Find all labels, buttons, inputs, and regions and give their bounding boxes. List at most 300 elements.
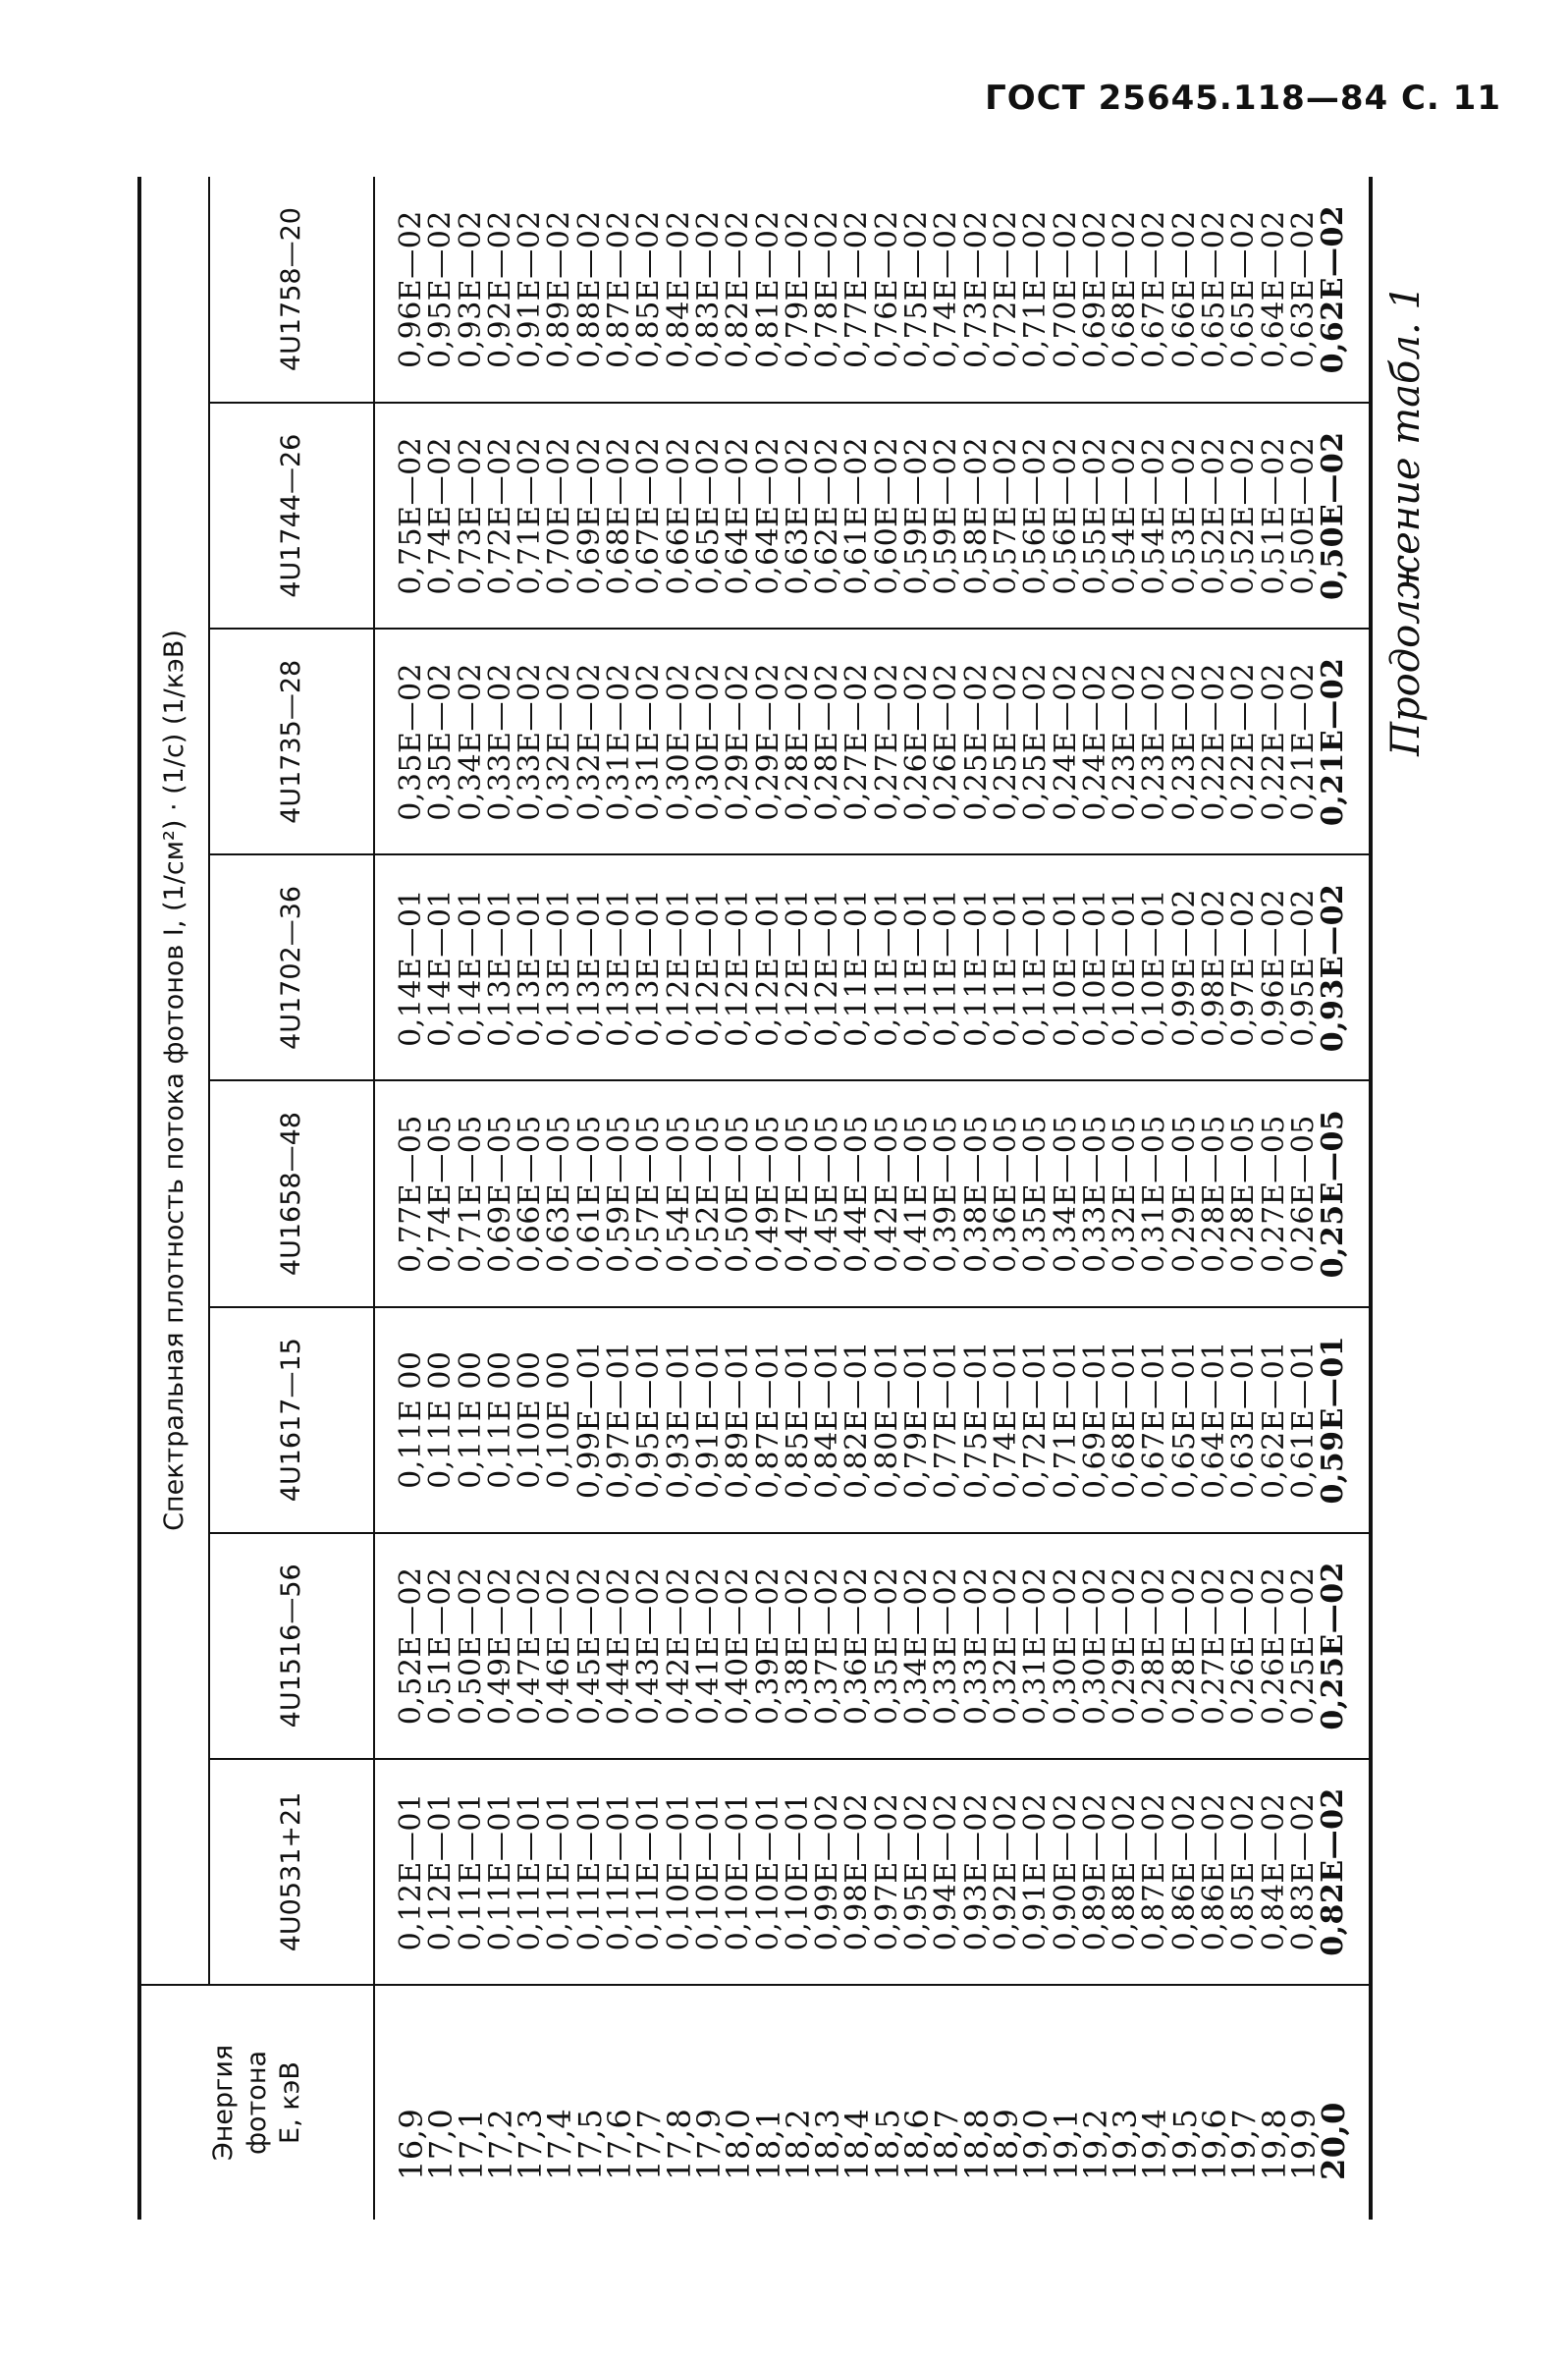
value-cell: 0,89E—01 — [724, 1307, 753, 1533]
table-row — [1170, 177, 1200, 2220]
value-cell: 0,36E—05 — [992, 1081, 1021, 1307]
value-cell: 0,97E—02 — [873, 1759, 902, 1985]
value-cell: 0,77E—02 — [839, 210, 875, 368]
table-row — [486, 177, 515, 2220]
table-row — [932, 177, 961, 2220]
value-cell: 0,24E—02 — [1052, 629, 1081, 854]
value-cell: 0,69E—02 — [1077, 210, 1112, 368]
energy-cell: 18,6 — [902, 1985, 932, 2220]
value-cell: 0,29E—02 — [724, 629, 753, 854]
value-cell: 0,75E—02 — [374, 403, 426, 629]
value-cell: 0,93E—01 — [665, 1307, 694, 1533]
value-cell: 0,50E—02 — [1289, 403, 1319, 629]
value-cell: 0,51E—02 — [426, 1533, 456, 1759]
table-row — [694, 177, 724, 2220]
value-cell: 0,94E—02 — [932, 1759, 961, 1985]
value-cell: 0,28E—02 — [1170, 1533, 1200, 1759]
value-cell: 0,49E—05 — [754, 1081, 784, 1307]
value-cell: 0,24E—02 — [1081, 629, 1110, 854]
value-cell: 0,99E—02 — [813, 1759, 842, 1985]
value-cell: 0,71E—05 — [457, 1081, 486, 1307]
value-cell: 0,25E—02 — [1319, 1533, 1370, 1759]
energy-cell: 19,9 — [1289, 1985, 1319, 2220]
value-cell: 0,33E—02 — [486, 629, 515, 854]
value-cell: 0,57E—02 — [992, 403, 1021, 629]
value-cell: 0,22E—02 — [1260, 629, 1289, 854]
value-cell: 0,12E—01 — [426, 1759, 456, 1985]
value-cell: 0,14E—01 — [457, 854, 486, 1080]
value-cell: 0,42E—02 — [665, 1533, 694, 1759]
value-cell: 0,86E—02 — [1200, 1759, 1229, 1985]
value-cell: 0,56E—02 — [1021, 403, 1051, 629]
value-cell: 0,45E—02 — [575, 1533, 605, 1759]
energy-cell: 19,5 — [1170, 1985, 1200, 2220]
value-cell: 0,12E—01 — [665, 854, 694, 1080]
value-cell: 0,95E—01 — [634, 1307, 664, 1533]
value-cell: 0,26E—02 — [1260, 1533, 1289, 1759]
energy-cell: 17,8 — [665, 1985, 694, 2220]
value-cell: 0,35E—02 — [426, 629, 456, 854]
value-cell: 0,28E—02 — [813, 629, 842, 854]
value-cell: 0,66E—05 — [515, 1081, 545, 1307]
value-cell: 0,25E—02 — [962, 629, 992, 854]
value-cell: 0,92E—02 — [992, 1759, 1021, 1985]
value-cell: 0,11E—01 — [932, 854, 961, 1080]
value-cell: 0,25E—02 — [1021, 629, 1051, 854]
value-cell: 0,71E—02 — [515, 403, 545, 629]
value-cell: 0,82E—01 — [842, 1307, 872, 1533]
value-cell: 0,25E—02 — [1289, 1533, 1319, 1759]
energy-header-line: E, кэВ — [275, 2061, 305, 2144]
value-cell: 0,68E—01 — [1110, 1307, 1140, 1533]
energy-cell: 19,0 — [1021, 1985, 1051, 2220]
value-cell: 0,89E—02 — [1081, 1759, 1110, 1985]
value-cell: 0,25E—02 — [992, 629, 1021, 854]
table-row — [813, 177, 842, 2220]
energy-cell: 17,2 — [486, 1985, 515, 2220]
value-cell: 0,77E—05 — [374, 1081, 426, 1307]
energy-cell: 18,4 — [842, 1985, 872, 2220]
energy-cell: 20,0 — [1319, 1985, 1370, 2220]
value-cell: 0,99E—02 — [1170, 854, 1200, 1080]
table-row — [575, 177, 605, 2220]
value-cell: 0,70E—02 — [1048, 210, 1083, 368]
value-cell: 0,29E—02 — [754, 629, 784, 854]
value-cell: 0,85E—02 — [1229, 1759, 1259, 1985]
column-header: 4U1702—36 — [209, 854, 374, 1080]
value-cell: 0,87E—01 — [754, 1307, 784, 1533]
value-cell: 0,10E 00 — [515, 1307, 545, 1533]
energy-cell: 19,2 — [1081, 1985, 1110, 2220]
value-cell: 0,87E—02 — [1140, 1759, 1169, 1985]
value-cell: 0,12E—01 — [813, 854, 842, 1080]
value-cell: 0,68E—02 — [605, 403, 634, 629]
value-cell: 0,64E—02 — [1256, 210, 1291, 368]
value-cell: 0,64E—01 — [1200, 1307, 1229, 1533]
table-row — [515, 177, 545, 2220]
value-cell: 0,77E—01 — [932, 1307, 961, 1533]
value-cell: 0,86E—02 — [1170, 1759, 1200, 1985]
value-cell: 0,54E—02 — [1140, 403, 1169, 629]
value-cell: 0,61E—01 — [1289, 1307, 1319, 1533]
column-header: 4U1658—48 — [209, 1081, 374, 1307]
value-cell: 0,28E—02 — [784, 629, 813, 854]
value-cell: 0,11E—01 — [1021, 854, 1051, 1080]
value-cell: 0,13E—01 — [515, 854, 545, 1080]
value-cell: 0,38E—05 — [962, 1081, 992, 1307]
energy-cell: 18,7 — [932, 1985, 961, 2220]
value-cell: 0,34E—02 — [902, 1533, 932, 1759]
value-cell: 0,22E—02 — [1200, 629, 1229, 854]
value-cell: 0,32E—02 — [575, 629, 605, 854]
value-cell: 0,11E 00 — [374, 1307, 426, 1533]
value-cell: 0,69E—01 — [1081, 1307, 1110, 1533]
value-cell: 0,65E—02 — [694, 403, 724, 629]
value-cell: 0,13E—01 — [545, 854, 574, 1080]
value-cell: 0,12E—01 — [754, 854, 784, 1080]
value-cell: 0,73E—02 — [958, 210, 994, 368]
value-cell: 0,74E—05 — [426, 1081, 456, 1307]
value-cell: 0,60E—02 — [873, 403, 902, 629]
table-row — [1110, 177, 1140, 2220]
value-cell: 0,32E—02 — [545, 629, 574, 854]
value-cell: 0,93E—02 — [962, 1759, 992, 1985]
value-cell: 0,30E—02 — [1081, 1533, 1110, 1759]
value-cell: 0,11E—01 — [873, 854, 902, 1080]
energy-cell: 17,4 — [545, 1985, 574, 2220]
page-header: ГОСТ 25645.118—84 С. 11 — [985, 79, 1501, 118]
value-cell: 0,97E—01 — [605, 1307, 634, 1533]
energy-header-line: Энергия — [208, 2044, 239, 2162]
value-cell: 0,59E—05 — [605, 1081, 634, 1307]
column-header: 4U1617—15 — [209, 1307, 374, 1533]
value-cell: 0,11E—01 — [457, 1759, 486, 1985]
value-cell: 0,84E—01 — [813, 1307, 842, 1533]
value-cell: 0,74E—02 — [426, 403, 456, 629]
value-cell: 0,23E—02 — [1140, 629, 1169, 854]
value-cell: 0,85E—01 — [784, 1307, 813, 1533]
value-cell: 0,11E—01 — [962, 854, 992, 1080]
column-header: 4U1758—20 — [209, 177, 374, 403]
energy-cell: 18,2 — [784, 1985, 813, 2220]
value-cell: 0,45E—05 — [813, 1081, 842, 1307]
table-row — [1289, 177, 1319, 2220]
value-cell: 0,39E—02 — [754, 1533, 784, 1759]
value-cell: 0,14E—01 — [374, 854, 426, 1080]
value-cell: 0,81E—02 — [750, 210, 785, 368]
value-cell: 0,74E—02 — [929, 210, 964, 368]
value-cell: 0,83E—02 — [1289, 1759, 1319, 1985]
value-cell: 0,71E—01 — [1052, 1307, 1081, 1533]
value-cell: 0,11E—01 — [575, 1759, 605, 1985]
value-cell: 0,44E—02 — [605, 1533, 634, 1759]
value-cell: 0,69E—02 — [575, 403, 605, 629]
value-cell: 0,42E—05 — [873, 1081, 902, 1307]
energy-cell: 17,9 — [694, 1985, 724, 2220]
value-cell: 0,52E—02 — [374, 1533, 426, 1759]
value-cell: 0,88E—02 — [1110, 1759, 1140, 1985]
value-cell: 0,68E—02 — [1108, 210, 1143, 368]
value-cell: 0,46E—02 — [545, 1533, 574, 1759]
energy-cell: 16,9 — [374, 1985, 426, 2220]
value-cell: 0,27E—02 — [1200, 1533, 1229, 1759]
value-cell: 0,96E—02 — [1260, 854, 1289, 1080]
value-cell: 0,25E—05 — [1319, 1081, 1370, 1307]
column-header: 4U0531+21 — [209, 1759, 374, 1985]
value-cell: 0,66E—02 — [665, 403, 694, 629]
value-cell: 0,84E—02 — [1260, 1759, 1289, 1985]
value-cell: 0,41E—05 — [902, 1081, 932, 1307]
value-cell: 0,35E—02 — [374, 629, 426, 854]
value-cell: 0,10E—01 — [724, 1759, 753, 1985]
value-cell: 0,52E—02 — [1229, 403, 1259, 629]
value-cell: 0,93E—02 — [1319, 854, 1370, 1080]
value-cell: 0,63E—02 — [1285, 210, 1321, 368]
value-cell: 0,92E—02 — [482, 210, 517, 368]
energy-cell: 17,7 — [634, 1985, 664, 2220]
value-cell: 0,30E—02 — [665, 629, 694, 854]
value-cell: 0,67E—02 — [1137, 210, 1172, 368]
value-cell: 0,10E—01 — [694, 1759, 724, 1985]
value-cell: 0,95E—02 — [423, 210, 459, 368]
value-cell: 0,10E—01 — [754, 1759, 784, 1985]
column-header: 4U1744—26 — [209, 403, 374, 629]
value-cell: 0,91E—02 — [513, 210, 548, 368]
value-cell: 0,11E 00 — [457, 1307, 486, 1533]
value-cell: 0,50E—02 — [457, 1533, 486, 1759]
value-cell: 0,65E—02 — [1197, 210, 1232, 368]
value-cell: 0,31E—02 — [1021, 1533, 1051, 1759]
value-cell: 0,10E—01 — [784, 1759, 813, 1985]
value-cell: 0,30E—02 — [694, 629, 724, 854]
value-cell: 0,10E—01 — [1052, 854, 1081, 1080]
value-cell: 0,13E—01 — [486, 854, 515, 1080]
value-cell: 0,99E—01 — [575, 1307, 605, 1533]
table-rotated-inner — [137, 177, 1424, 2220]
value-cell: 0,75E—02 — [899, 210, 935, 368]
value-cell: 0,30E—02 — [1052, 1533, 1081, 1759]
value-cell: 0,71E—02 — [1018, 210, 1054, 368]
value-cell: 0,89E—02 — [542, 210, 577, 368]
value-cell: 0,11E—01 — [902, 854, 932, 1080]
value-cell: 0,40E—02 — [724, 1533, 753, 1759]
value-cell: 0,67E—02 — [634, 403, 664, 629]
value-cell: 0,83E—02 — [690, 210, 726, 368]
value-cell: 0,90E—02 — [1052, 1759, 1081, 1985]
value-cell: 0,43E—02 — [634, 1533, 664, 1759]
continuation-text: Продолжение табл. 1 — [1383, 285, 1429, 756]
energy-cell: 19,4 — [1140, 1985, 1169, 2220]
value-cell: 0,87E—02 — [602, 210, 637, 368]
value-cell: 0,67E—01 — [1140, 1307, 1169, 1533]
value-cell: 0,11E—01 — [634, 1759, 664, 1985]
value-cell: 0,31E—05 — [1140, 1081, 1169, 1307]
value-cell: 0,12E—01 — [784, 854, 813, 1080]
value-cell: 0,12E—01 — [374, 1759, 426, 1985]
value-cell: 0,54E—05 — [665, 1081, 694, 1307]
value-cell: 0,36E—02 — [842, 1533, 872, 1759]
value-cell: 0,52E—02 — [1200, 403, 1229, 629]
energy-cell: 18,5 — [873, 1985, 902, 2220]
value-cell: 0,28E—05 — [1200, 1081, 1229, 1307]
energy-cell: 17,6 — [605, 1985, 634, 2220]
value-cell: 0,41E—02 — [694, 1533, 724, 1759]
table-body — [374, 177, 1371, 2220]
table-row — [1200, 177, 1229, 2220]
value-cell: 0,61E—02 — [842, 403, 872, 629]
value-cell: 0,26E—02 — [902, 629, 932, 854]
table-row — [605, 177, 634, 2220]
value-cell: 0,63E—01 — [1229, 1307, 1259, 1533]
value-cell: 0,59E—01 — [1319, 1307, 1370, 1533]
value-cell: 0,10E—01 — [1110, 854, 1140, 1080]
energy-cell: 19,7 — [1229, 1985, 1259, 2220]
energy-cell: 18,0 — [724, 1985, 753, 2220]
group-header: Спектральная плотность потока фотонов I, (1/см²) · (1/с) (1/кэВ) — [139, 177, 209, 1985]
value-cell: 0,72E—01 — [1021, 1307, 1051, 1533]
value-cell: 0,27E—02 — [873, 629, 902, 854]
value-cell: 0,78E—02 — [810, 210, 845, 368]
value-cell: 0,72E—02 — [486, 403, 515, 629]
value-cell: 0,88E—02 — [571, 210, 607, 368]
value-cell: 0,11E—01 — [545, 1759, 574, 1985]
value-cell: 0,35E—02 — [873, 1533, 902, 1759]
table-row — [962, 177, 992, 2220]
value-cell: 0,23E—02 — [1110, 629, 1140, 854]
value-cell: 0,57E—05 — [634, 1081, 664, 1307]
table-row — [374, 177, 426, 2220]
value-cell: 0,74E—01 — [992, 1307, 1021, 1533]
value-cell: 0,59E—02 — [932, 403, 961, 629]
table-row — [902, 177, 932, 2220]
value-cell: 0,53E—02 — [1170, 403, 1200, 629]
table-row — [1021, 177, 1051, 2220]
value-cell: 0,96E—02 — [394, 210, 428, 368]
value-cell: 0,10E—01 — [665, 1759, 694, 1985]
value-cell: 0,73E—02 — [457, 403, 486, 629]
value-cell: 0,55E—02 — [1081, 403, 1110, 629]
value-cell: 0,33E—02 — [932, 1533, 961, 1759]
value-cell: 0,69E—05 — [486, 1081, 515, 1307]
value-cell: 0,26E—05 — [1289, 1081, 1319, 1307]
value-cell: 0,12E—01 — [724, 854, 753, 1080]
value-cell: 0,50E—05 — [724, 1081, 753, 1307]
value-cell: 0,75E—01 — [962, 1307, 992, 1533]
value-cell: 0,66E—02 — [1166, 210, 1202, 368]
energy-cell: 19,3 — [1110, 1985, 1140, 2220]
value-cell: 0,39E—05 — [932, 1081, 961, 1307]
table-row — [1319, 177, 1370, 2220]
value-cell: 0,47E—05 — [784, 1081, 813, 1307]
value-cell: 0,44E—05 — [842, 1081, 872, 1307]
value-cell: 0,79E—02 — [780, 210, 815, 368]
value-cell: 0,27E—02 — [842, 629, 872, 854]
value-cell: 0,98E—02 — [842, 1759, 872, 1985]
value-cell: 0,22E—02 — [1229, 629, 1259, 854]
value-cell: 0,38E—02 — [784, 1533, 813, 1759]
value-cell: 0,29E—02 — [1110, 1533, 1140, 1759]
energy-cell: 17,3 — [515, 1985, 545, 2220]
value-cell: 0,84E—02 — [661, 210, 696, 368]
table-row — [724, 177, 753, 2220]
value-cell: 0,11E 00 — [426, 1307, 456, 1533]
table-row — [754, 177, 784, 2220]
value-cell: 0,59E—02 — [902, 403, 932, 629]
table-row — [992, 177, 1021, 2220]
value-cell: 0,80E—01 — [873, 1307, 902, 1533]
table-row — [634, 177, 664, 2220]
value-cell: 0,82E—02 — [721, 210, 756, 368]
energy-cell: 18,9 — [992, 1985, 1021, 2220]
value-cell: 0,64E—02 — [724, 403, 753, 629]
value-cell: 0,29E—05 — [1170, 1081, 1200, 1307]
value-cell: 0,35E—05 — [1021, 1081, 1051, 1307]
value-cell: 0,10E—01 — [1081, 854, 1110, 1080]
value-cell: 0,10E—01 — [1140, 854, 1169, 1080]
value-cell: 0,52E—05 — [694, 1081, 724, 1307]
energy-cell: 18,1 — [754, 1985, 784, 2220]
value-cell: 0,70E—02 — [545, 403, 574, 629]
column-header: 4U1735—28 — [209, 629, 374, 854]
value-cell: 0,50E—02 — [1319, 403, 1370, 629]
column-header: 4U1516—56 — [209, 1533, 374, 1759]
value-cell: 0,12E—01 — [694, 854, 724, 1080]
value-cell: 0,11E—01 — [486, 1759, 515, 1985]
table-row — [1052, 177, 1081, 2220]
value-cell: 0,51E—02 — [1260, 403, 1289, 629]
value-cell: 0,64E—02 — [754, 403, 784, 629]
value-cell: 0,56E—02 — [1052, 403, 1081, 629]
value-cell: 0,10E 00 — [545, 1307, 574, 1533]
table-row — [1140, 177, 1169, 2220]
table-row — [1229, 177, 1259, 2220]
value-cell: 0,62E—01 — [1260, 1307, 1289, 1533]
value-cell: 0,13E—01 — [575, 854, 605, 1080]
value-cell: 0,47E—02 — [515, 1533, 545, 1759]
table-row — [1260, 177, 1289, 2220]
value-cell: 0,91E—02 — [1021, 1759, 1051, 1985]
value-cell: 0,21E—02 — [1289, 629, 1319, 854]
value-cell: 0,32E—02 — [992, 1533, 1021, 1759]
value-cell: 0,63E—02 — [784, 403, 813, 629]
value-cell: 0,34E—05 — [1052, 1081, 1081, 1307]
value-cell: 0,11E—01 — [992, 854, 1021, 1080]
energy-cell: 17,0 — [426, 1985, 456, 2220]
value-cell: 0,93E—02 — [453, 210, 488, 368]
value-cell: 0,26E—02 — [932, 629, 961, 854]
value-cell: 0,23E—02 — [1170, 629, 1200, 854]
value-cell: 0,28E—05 — [1229, 1081, 1259, 1307]
value-cell: 0,65E—02 — [1226, 210, 1262, 368]
value-cell: 0,65E—01 — [1170, 1307, 1200, 1533]
value-cell: 0,33E—05 — [1081, 1081, 1110, 1307]
value-cell: 0,62E—02 — [813, 403, 842, 629]
table-row — [457, 177, 486, 2220]
energy-cell: 17,1 — [457, 1985, 486, 2220]
value-cell: 0,13E—01 — [605, 854, 634, 1080]
table-row — [665, 177, 694, 2220]
table-row — [426, 177, 456, 2220]
value-cell: 0,49E—02 — [486, 1533, 515, 1759]
value-cell: 0,13E—01 — [634, 854, 664, 1080]
value-cell: 0,85E—02 — [631, 210, 667, 368]
table-row — [1081, 177, 1110, 2220]
value-cell: 0,33E—02 — [962, 1533, 992, 1759]
value-cell: 0,28E—02 — [1140, 1533, 1169, 1759]
value-cell: 0,26E—02 — [1229, 1533, 1259, 1759]
energy-cell: 19,6 — [1200, 1985, 1229, 2220]
table-row — [873, 177, 902, 2220]
